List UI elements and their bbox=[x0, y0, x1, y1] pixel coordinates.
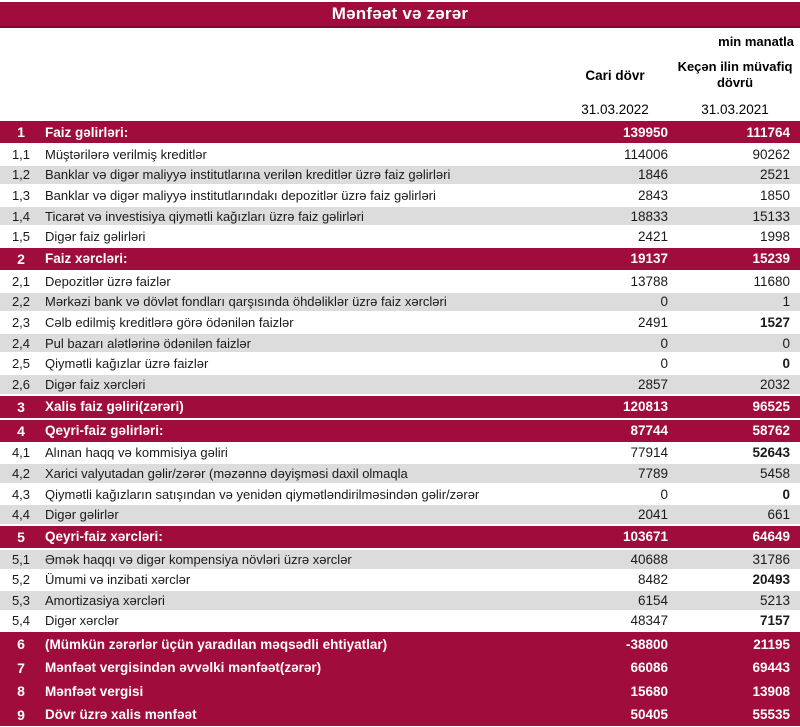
value-current: 2843 bbox=[637, 187, 668, 203]
value-current: 13788 bbox=[630, 273, 668, 289]
row-label: Müştərilərə verilmiş kreditlər bbox=[45, 146, 207, 162]
table-row bbox=[0, 591, 800, 612]
row-index: 9 bbox=[17, 706, 25, 723]
column-header-previous: Keçən ilin müvafiq dövrü bbox=[677, 58, 793, 90]
value-current: 8482 bbox=[637, 572, 668, 588]
table-row bbox=[0, 464, 800, 485]
statement-table bbox=[0, 121, 800, 726]
value-previous: 64649 bbox=[752, 529, 790, 545]
table-row bbox=[0, 313, 800, 334]
value-current: 120813 bbox=[622, 399, 668, 415]
table-row bbox=[0, 248, 800, 272]
value-previous: 0 bbox=[782, 335, 790, 351]
row-label: Amortizasiya xərcləri bbox=[45, 592, 165, 608]
row-index: 6 bbox=[17, 636, 25, 653]
table-row bbox=[0, 612, 800, 633]
value-previous: 5458 bbox=[759, 465, 790, 481]
row-label: Qeyri-faiz gəlirləri: bbox=[45, 423, 164, 439]
table-row bbox=[0, 166, 800, 187]
row-index: 4,3 bbox=[11, 486, 31, 502]
value-current: 77914 bbox=[630, 445, 668, 461]
row-index: 4,4 bbox=[11, 507, 31, 523]
table-row bbox=[0, 396, 800, 420]
row-index: 7 bbox=[17, 659, 25, 676]
value-previous: 13908 bbox=[752, 683, 790, 699]
row-index: 2,6 bbox=[11, 376, 31, 392]
value-previous: 69443 bbox=[752, 660, 790, 676]
row-label: Mənfəət vergisindən əvvəlki mənfəət(zərər) bbox=[45, 660, 322, 676]
value-current: 139950 bbox=[622, 124, 668, 140]
row-index: 2,2 bbox=[11, 294, 31, 310]
table-row bbox=[0, 354, 800, 375]
table-row bbox=[0, 571, 800, 592]
table-row bbox=[0, 485, 800, 506]
table-row bbox=[0, 334, 800, 355]
row-label: Faiz gəlirləri: bbox=[45, 124, 129, 140]
value-previous: 90262 bbox=[752, 146, 790, 162]
row-label: Qiymətli kağızların satışından və yenidən qiymətləndirilməsindən gəlir/zərər bbox=[45, 486, 480, 502]
table-row bbox=[0, 505, 800, 526]
value-current: 87744 bbox=[630, 423, 668, 439]
table-row bbox=[0, 420, 800, 444]
row-index: 1,2 bbox=[11, 167, 31, 183]
value-current: 40688 bbox=[630, 551, 668, 567]
value-current: 2041 bbox=[637, 507, 668, 523]
row-label: Digər faiz xərcləri bbox=[45, 376, 146, 392]
value-current: 0 bbox=[660, 335, 668, 351]
value-previous: 15133 bbox=[752, 208, 790, 224]
value-previous: 2032 bbox=[759, 376, 790, 392]
value-current: -38800 bbox=[625, 636, 668, 652]
value-previous: 58762 bbox=[752, 423, 790, 439]
profit-loss-statement bbox=[0, 2, 800, 727]
value-current: 2421 bbox=[637, 229, 668, 245]
row-label: Depozitlər üzrə faizlər bbox=[45, 273, 171, 289]
row-label: Digər xərclər bbox=[45, 613, 119, 629]
row-index: 4,1 bbox=[11, 445, 31, 461]
row-index: 8 bbox=[17, 683, 25, 700]
row-label: Banklar və digər maliyyə institutlarındakı depozitlər üzrə faiz gəlirləri bbox=[45, 187, 436, 203]
row-index: 2,1 bbox=[11, 273, 31, 289]
row-index: 2 bbox=[17, 250, 25, 267]
row-index: 4,2 bbox=[11, 465, 31, 481]
row-index: 4 bbox=[17, 422, 25, 439]
row-index: 1,3 bbox=[11, 187, 31, 203]
row-index: 2,3 bbox=[11, 314, 31, 330]
value-current: 7789 bbox=[637, 465, 668, 481]
value-current: 0 bbox=[660, 356, 668, 372]
value-previous: 52643 bbox=[752, 445, 790, 461]
value-previous: 111764 bbox=[746, 124, 790, 140]
row-index: 1,5 bbox=[11, 229, 31, 245]
table-row bbox=[0, 227, 800, 248]
value-current: 15680 bbox=[630, 683, 668, 699]
report-title-bar bbox=[0, 2, 800, 28]
row-label: Pul bazarı alətlərinə ödənilən faizlər bbox=[45, 335, 251, 351]
row-index: 1,1 bbox=[11, 146, 31, 162]
row-label: Ticarət və investisiya qiymətli kağızları üzrə faiz gəlirləri bbox=[45, 208, 364, 224]
table-row bbox=[0, 186, 800, 207]
date-current: 31.03.2022 bbox=[581, 102, 649, 117]
row-label: Faiz xərcləri: bbox=[45, 251, 128, 267]
value-previous: 1850 bbox=[759, 187, 790, 203]
row-label: Dövr üzrə xalis mənfəət bbox=[45, 707, 197, 723]
row-label: (Mümkün zərərlər üçün yaradılan məqsədli ehtiyatlar) bbox=[45, 636, 388, 652]
table-row bbox=[0, 444, 800, 465]
row-label: Mərkəzi bank və dövlət fondları qarşısında öhdəliklər üzrə faiz xərcləri bbox=[45, 294, 447, 310]
value-current: 19137 bbox=[630, 251, 668, 267]
column-headers bbox=[0, 52, 800, 98]
table-row bbox=[0, 145, 800, 166]
table-row bbox=[0, 526, 800, 550]
row-index: 5,3 bbox=[11, 592, 31, 608]
unit-note: min manatla bbox=[718, 34, 794, 49]
value-previous: 661 bbox=[767, 507, 790, 523]
row-label: Xalis faiz gəliri(zərəri) bbox=[45, 399, 184, 415]
column-header-current: Cari dövr bbox=[585, 67, 645, 83]
value-previous: 1998 bbox=[759, 229, 790, 245]
value-previous: 1 bbox=[782, 294, 790, 310]
row-index: 2,5 bbox=[11, 356, 31, 372]
value-current: 0 bbox=[660, 486, 668, 502]
value-current: 66086 bbox=[630, 660, 668, 676]
row-index: 5,2 bbox=[11, 572, 31, 588]
table-row bbox=[0, 550, 800, 571]
row-label: Mənfəət vergisi bbox=[45, 683, 144, 699]
value-previous: 0 bbox=[782, 486, 790, 502]
row-label: Ümumi və inzibati xərclər bbox=[45, 572, 191, 588]
value-previous: 31786 bbox=[752, 551, 790, 567]
value-current: 50405 bbox=[630, 707, 668, 723]
table-row bbox=[0, 656, 800, 680]
value-current: 114006 bbox=[623, 146, 668, 162]
row-label: Qiymətli kağızlar üzrə faizlər bbox=[45, 356, 209, 372]
row-index: 2,4 bbox=[11, 335, 31, 351]
table-row bbox=[0, 679, 800, 703]
table-row bbox=[0, 293, 800, 314]
value-previous: 2521 bbox=[759, 167, 790, 183]
row-label: Banklar və digər maliyyə institutlarına verilən kreditlər üzrə faiz gəlirləri bbox=[45, 167, 451, 183]
value-previous: 21195 bbox=[753, 636, 790, 652]
value-previous: 7157 bbox=[759, 613, 790, 629]
value-previous: 11680 bbox=[753, 273, 790, 289]
report-title: Mənfəət və zərər bbox=[331, 4, 469, 23]
value-previous: 20493 bbox=[752, 572, 790, 588]
value-current: 48347 bbox=[630, 613, 668, 629]
table-row bbox=[0, 703, 800, 727]
row-label: Alınan haqq və kommisiya gəliri bbox=[45, 445, 228, 461]
row-index: 5,4 bbox=[11, 613, 31, 629]
row-index: 3 bbox=[17, 398, 25, 415]
row-index: 5,1 bbox=[11, 551, 31, 567]
row-label: Digər faiz gəlirləri bbox=[45, 229, 146, 245]
row-label: Əmək haqqı və digər kompensiya növləri üzrə xərclər bbox=[45, 551, 352, 567]
value-previous: 1527 bbox=[759, 314, 790, 330]
table-row bbox=[0, 632, 800, 656]
row-label: Qeyri-faiz xərcləri: bbox=[45, 529, 163, 545]
value-previous: 0 bbox=[782, 356, 790, 372]
value-previous: 5213 bbox=[759, 592, 790, 608]
value-current: 18833 bbox=[630, 208, 668, 224]
row-label: Cəlb edilmiş kreditlərə görə ödənilən faizlər bbox=[45, 314, 294, 330]
row-label: Xarici valyutadan gəlir/zərər (məzənnə dəyişməsi daxil olmaqla bbox=[45, 465, 408, 481]
column-dates bbox=[0, 98, 800, 121]
value-current: 2491 bbox=[637, 314, 668, 330]
row-label: Digər gəlirlər bbox=[45, 507, 119, 523]
table-row bbox=[0, 207, 800, 228]
table-row bbox=[0, 375, 800, 396]
date-previous: 31.03.2021 bbox=[701, 102, 769, 117]
table-header bbox=[0, 28, 800, 121]
value-current: 1846 bbox=[637, 167, 668, 183]
value-current: 6154 bbox=[637, 592, 668, 608]
value-previous: 96525 bbox=[752, 399, 790, 415]
value-current: 2857 bbox=[637, 376, 668, 392]
value-current: 103671 bbox=[622, 529, 668, 545]
table-row bbox=[0, 272, 800, 293]
row-index: 5 bbox=[17, 528, 25, 545]
value-previous: 15239 bbox=[752, 251, 790, 267]
value-previous: 55535 bbox=[752, 707, 790, 723]
table-row bbox=[0, 121, 800, 145]
value-current: 0 bbox=[660, 294, 668, 310]
row-index: 1 bbox=[17, 124, 25, 140]
row-index: 1,4 bbox=[11, 208, 31, 224]
